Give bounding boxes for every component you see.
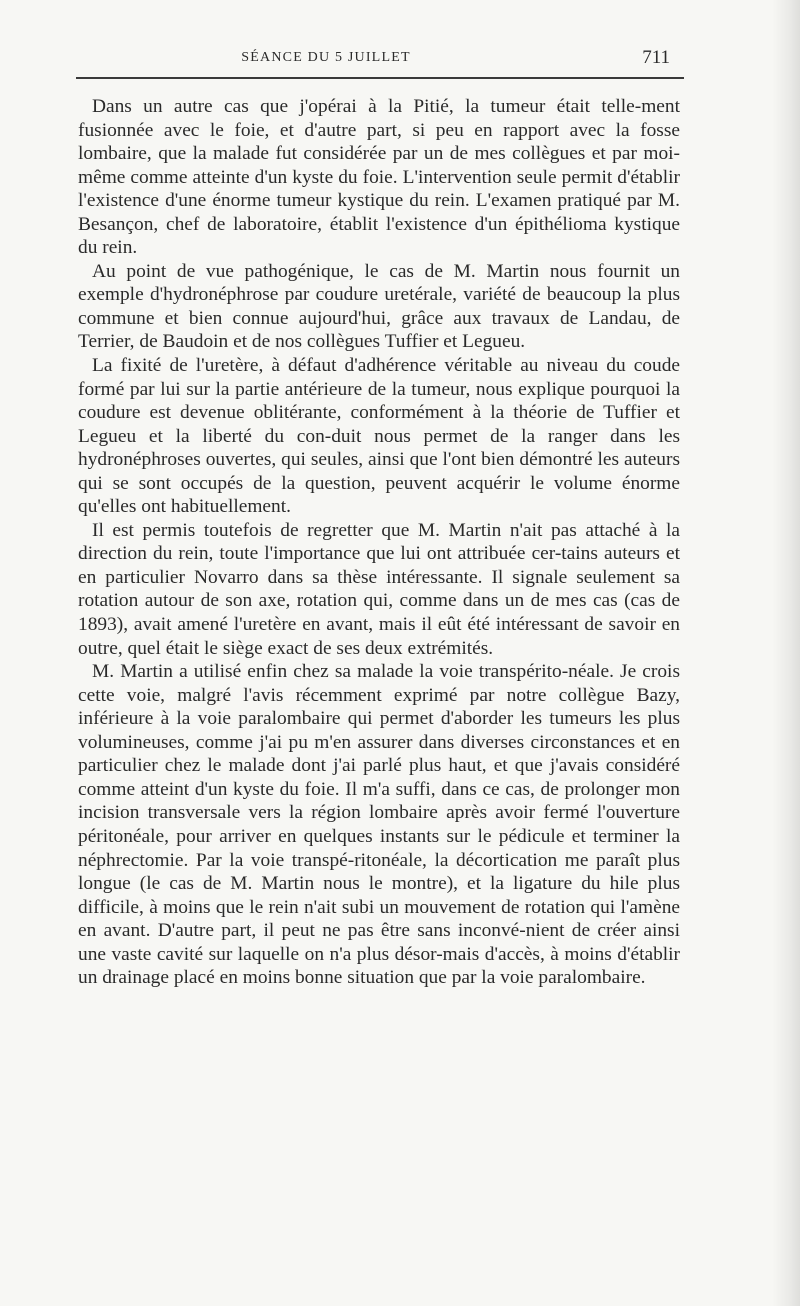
running-head — [76, 48, 676, 72]
body-text — [78, 95, 680, 990]
running-title: SÉANCE DU 5 JUILLET — [241, 50, 411, 65]
paragraph-3: La fixité de l'uretère, à défaut d'adhérence véritable au niveau du coude formé par lui sur la partie antérieure de la tumeur, nous explique pourquoi la coudure est devenue oblitérante, conformément à la théorie de Tuffier et Legueu et la liberté du con-duit nous permet de la ranger dans les hydronéphroses ouvertes, qui seules, ainsi que l'ont bien démontré les auteurs qui se sont occupés de la question, peuvent acquérir le volume énorme qu'elles ont habituellement. — [78, 355, 680, 518]
paragraph-4: Il est permis toutefois de regretter que M. Martin n'ait pas attaché à la direction du rein, toute l'importance que lui ont attribuée cer-tains auteurs et en particulier Novarro dans sa thèse intéressante. Il signale seulement sa rotation autour de son axe, rotation qui, comme dans un de mes cas (cas de 1893), avait amené l'uretère en avant, mais il eût été intéressant de savoir en outre, quel était le siège exact de ses deux extrémités. — [78, 519, 680, 659]
page-edge-shadow — [772, 0, 800, 1306]
page-number: 711 — [642, 47, 670, 68]
paragraph-2: Au point de vue pathogénique, le cas de M. Martin nous fournit un exemple d'hydronéphrose par coudure uretérale, variété de beaucoup la plus commune et bien connue aujourd'hui, grâce aux travaux de Landau, de Terrier, de Baudoin et de nos collègues Tuffier et Legueu. — [78, 260, 680, 353]
paragraph-1: Dans un autre cas que j'opérai à la Pitié, la tumeur était telle-ment fusionnée avec le foie, et d'autre part, si peu en rapport avec la fosse lombaire, que la malade fut considérée par un de mes collègues et par moi-même comme atteinte d'un kyste du foie. L'intervention seule permit d'établir l'existence d'une énorme tumeur kystique du rein. L'examen pratiqué par M. Besançon, chef de laboratoire, établit l'existence d'un épithélioma kystique du rein. — [78, 96, 680, 259]
paragraph-5: M. Martin a utilisé enfin chez sa malade la voie transpérito-néale. Je crois cette voie, malgré l'avis récemment exprimé par notre collègue Bazy, inférieure à la voie paralombaire qui permet d'aborder les tumeurs les plus volumineuses, comme j'ai pu m'en assurer dans diverses circonstances et en particulier chez le malade dont j'ai parlé plus haut, et que j'avais considéré comme atteint d'un kyste du foie. Il m'a suffi, dans ce cas, de prolonger mon incision transversale vers la région lombaire après avoir fermé l'ouverture péritonéale, pour arriver en quelques instants sur le pédicule et terminer la néphrectomie. Par la voie transpé-ritonéale, la décortication me paraît plus longue (le cas de M. Martin nous le montre), et la ligature du hile plus difficile, à moins que le rein n'ait subi un mouvement de rotation qui l'amène en avant. D'autre part, il peut ne pas être sans inconvé-nient de créer ainsi une vaste cavité sur laquelle on n'a plus désor-mais d'accès, à moins d'établir un drainage placé en moins bonne situation que par la voie paralombaire. — [78, 661, 680, 989]
header-rule — [76, 77, 684, 79]
